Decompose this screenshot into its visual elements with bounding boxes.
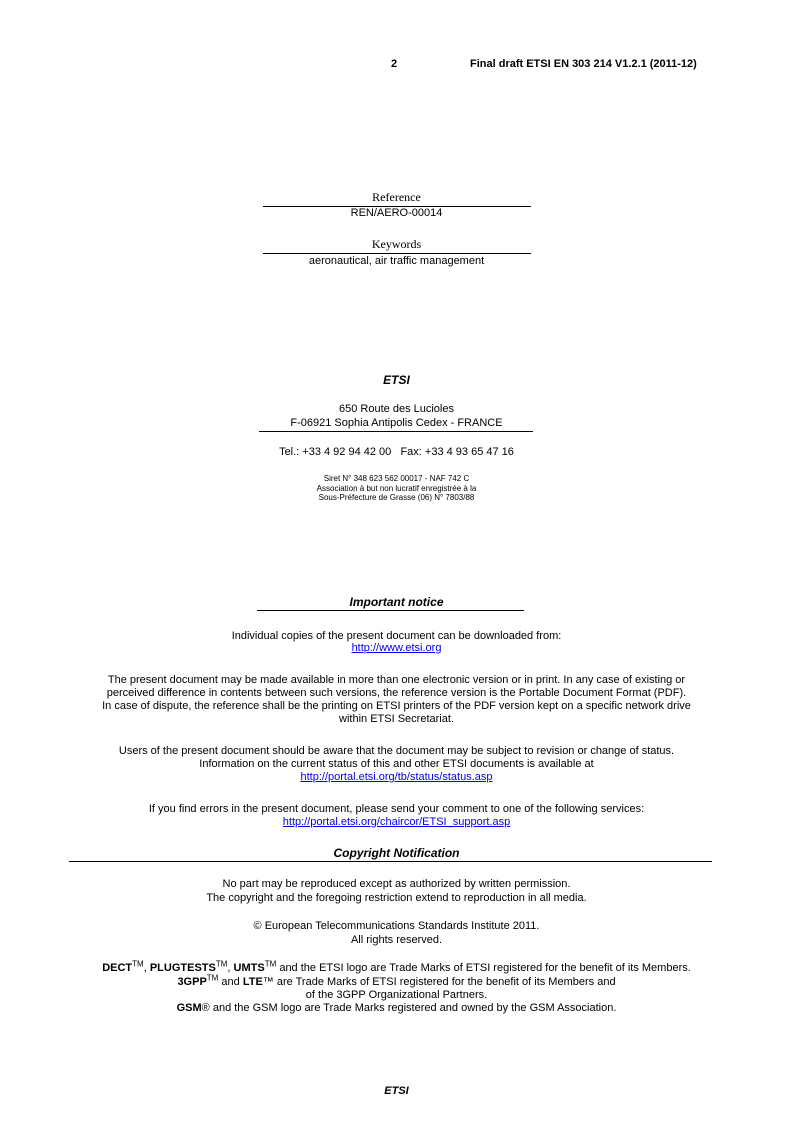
tm-rest-3: ® and the GSM logo are Trade Marks registered and owned by the GSM Association. — [201, 1002, 617, 1014]
tm-lte-mark: ™ — [262, 976, 274, 988]
reference-value: REN/AERO-00014 — [350, 207, 443, 219]
important-notice-title: Important notice — [349, 595, 444, 609]
reference-label: Reference — [372, 190, 421, 204]
trademark-line-4 — [0, 1002, 793, 1015]
status-line-2: Information on the current status of this and other ETSI documents is available at — [199, 758, 594, 770]
tm-separator: , — [143, 962, 150, 974]
tm-superscript: TM — [215, 959, 228, 969]
status-line-1: Users of the present document should be aware that the document may be subject to revision or change of status. — [118, 745, 675, 757]
copyright-title: Copyright Notification — [333, 846, 460, 860]
download-text: Individual copies of the present document can be downloaded from: — [231, 630, 562, 642]
trademark-line-1 — [0, 959, 793, 975]
phone-fax: Tel.: +33 4 92 94 42 00 Fax: +33 4 93 65 47 16 — [279, 446, 514, 458]
keywords-rule — [263, 253, 531, 254]
keywords-value: aeronautical, air traffic management — [308, 255, 485, 267]
trademark-line-2 — [0, 973, 793, 989]
tm-plugtests: PLUGTESTS — [149, 962, 216, 974]
tm-gsm: GSM — [176, 1002, 202, 1014]
tm-rest-1: and the ETSI logo are Trade Marks of ETSI registered for the benefit of its Members. — [276, 962, 691, 974]
tm-superscript: TM — [132, 959, 144, 969]
tm-superscript: TM — [206, 973, 219, 983]
tm-lte: LTE — [242, 976, 263, 988]
copyright-rule — [69, 861, 712, 862]
page-number: 2 — [391, 58, 398, 70]
support-link[interactable]: http://portal.etsi.org/chaircor/ETSI_support.asp — [282, 816, 511, 828]
tm-dect: DECT — [102, 962, 133, 974]
association: Association à but non lucratif enregistrée à la — [316, 483, 477, 493]
address-line-2: F-06921 Sophia Antipolis Cedex - FRANCE — [290, 417, 503, 429]
versions-line-4: within ETSI Secretariat. — [339, 713, 454, 725]
footer-etsi: ETSI — [384, 1085, 409, 1097]
address-rule — [259, 431, 533, 432]
copyright-line-3: © European Telecommunications Standards Institute 2011. — [253, 920, 540, 932]
prefecture: Sous-Préfecture de Grasse (06) N° 7803/88 — [318, 493, 475, 502]
trademark-line-3: of the 3GPP Organizational Partners. — [305, 989, 488, 1001]
siret: Siret N° 348 623 562 00017 - NAF 742 C — [323, 474, 470, 483]
keywords-label: Keywords — [371, 237, 422, 251]
tm-separator: , — [227, 962, 234, 974]
copyright-line-4: All rights reserved. — [350, 934, 443, 946]
tm-rest-2: are Trade Marks of ETSI registered for the benefit of its Members and — [273, 976, 616, 988]
etsi-website-link[interactable]: http://www.etsi.org — [351, 642, 442, 654]
document-title: Final draft ETSI EN 303 214 V1.2.1 (2011-12) — [470, 58, 697, 70]
etsi-name: ETSI — [383, 373, 410, 387]
tm-umts: UMTS — [233, 962, 265, 974]
versions-line-3: In case of dispute, the reference shall be the printing on ETSI printers of the PDF version kept on a specific network drive — [102, 700, 691, 712]
address-line-1: 650 Route des Lucioles — [339, 403, 454, 415]
copyright-line-1: No part may be reproduced except as authorized by written permission. — [222, 878, 571, 890]
tm-superscript: TM — [264, 959, 277, 969]
tm-and: and — [218, 976, 243, 988]
status-link[interactable]: http://portal.etsi.org/tb/status/status.asp — [300, 771, 493, 783]
errors-text: If you find errors in the present document, please send your comment to one of the following services: — [148, 803, 645, 815]
important-notice-rule — [257, 610, 524, 611]
versions-line-2: perceived difference in contents between such versions, the reference version is the Portable Document Format (PDF). — [106, 687, 687, 699]
tm-3gpp: 3GPP — [177, 976, 207, 988]
versions-line-1: The present document may be made available in more than one electronic version or in print. In any case of existing or — [107, 674, 686, 686]
copyright-line-2: The copyright and the foregoing restriction extend to reproduction in all media. — [206, 892, 587, 904]
